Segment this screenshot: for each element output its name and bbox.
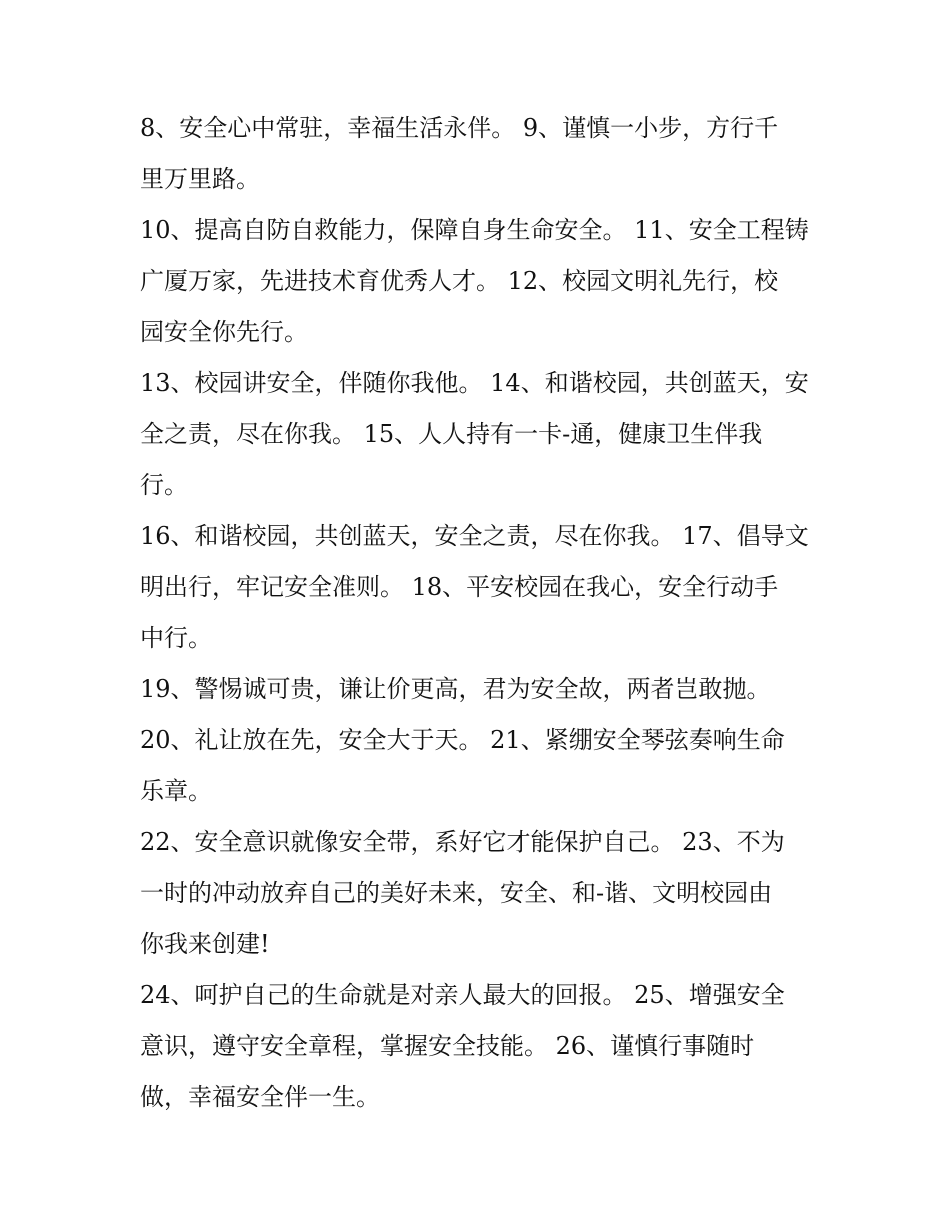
text-line: 8、安全心中常驻，幸福生活永伴。 9、谨慎一小步，方行千 (140, 114, 779, 142)
text-line: 24、呵护自己的生命就是对亲人最大的回报。 25、增强安全 (140, 981, 785, 1009)
text-line: 意识，遵守安全章程，掌握安全技能。 26、谨慎行事随时 (140, 1032, 755, 1060)
text-line: 园安全你先行。 (140, 318, 308, 346)
text-line: 你我来创建! (140, 930, 270, 958)
text-line: 中行。 (140, 624, 212, 652)
text-line: 10、提高自防自救能力，保障自身生命安全。 11、安全工程铸 (140, 216, 809, 244)
text-line: 广厦万家，先进技术育优秀人才。 12、校园文明礼先行，校 (140, 267, 779, 295)
text-line: 做，幸福安全伴一生。 (140, 1083, 380, 1111)
text-line: 16、和谐校园，共创蓝天，安全之责，尽在你我。 17、倡导文 (140, 522, 809, 550)
text-line: 全之责，尽在你我。 15、人人持有一卡-通，健康卫生伴我 (140, 420, 763, 448)
document-body (140, 103, 820, 1123)
text-line: 22、安全意识就像安全带，系好它才能保护自己。 23、不为 (140, 828, 785, 856)
text-line: 明出行，牢记安全准则。 18、平安校园在我心，安全行动手 (140, 573, 779, 601)
text-line: 20、礼让放在先，安全大于天。 21、紧绷安全琴弦奏响生命 (140, 726, 785, 754)
text-line: 乐章。 (140, 777, 212, 805)
text-line: 一时的冲动放弃自己的美好未来，安全、和-谐、文明校园由 (140, 879, 773, 907)
text-line: 行。 (140, 471, 188, 499)
text-line: 13、校园讲安全，伴随你我他。 14、和谐校园，共创蓝天，安 (140, 369, 809, 397)
text-line: 里万里路。 (140, 165, 260, 193)
text-line: 19、警惕诚可贵，谦让价更高，君为安全故，两者岂敢抛。 (140, 675, 771, 703)
